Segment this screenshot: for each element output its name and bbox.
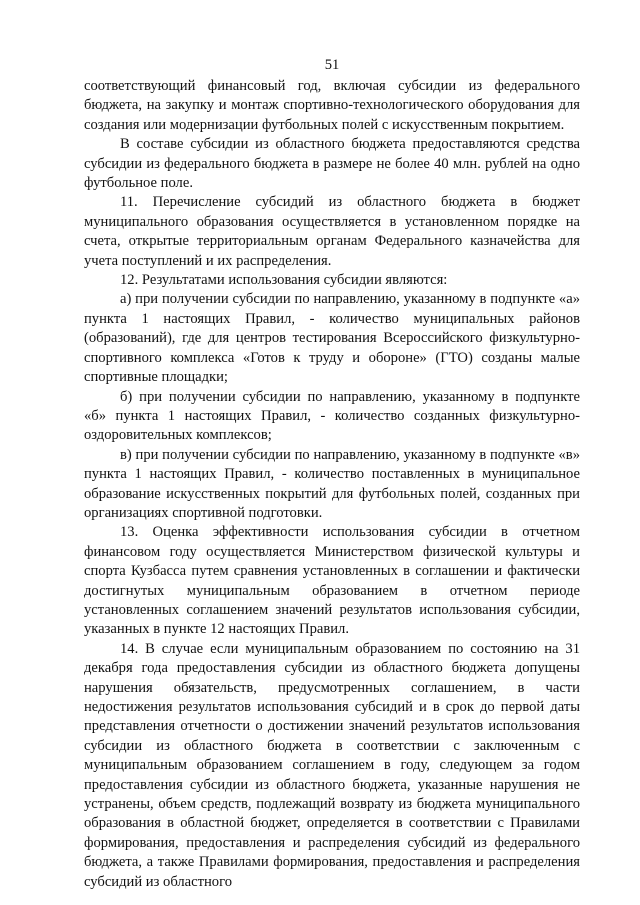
paragraph-12c: в) при получении субсидии по направлению, указанному в подпункте «в» пункта 1 настоящих Правил, - количество поставленных в муниципальное образование искусственных покрытий для футбольных полей, созданных при организациях спортивной подготовки. [84,446,580,521]
paragraph-13-evaluation: 13. Оценка эффективности использования субсидии в отчетном финансовом году осуществляется Министерством физической культуры и спорта Кузбасса путем сравнения установленных в соглашении и фактически достигнутых муниципальным образованием в отчетном периоде установленных соглашением значений результатов использования субсидии, указанных в пункте 12 настоящих Правил. [84,524,580,638]
paragraph-14-violations: 14. В случае если муниципальным образованием по состоянию на 31 декабря года предоставления субсидии из областного бюджета допущены нарушения обязательств, предусмотренных соглашением, в части недостижения результатов использования субсидий и в срок до первой даты представления отчетности о достижении значений результатов использования субсидии из областного бюджета в соответствии с заключенным с муниципальным образованием соглашением в году, следующем за годом предоставления субсидии из областного бюджета, указанные нарушения не устранены, объем средств, подлежащий возврату из бюджета муниципального образования в областной бюджет, определяется в соответствии с Правилами формирования, предоставления и распределения субсидий из федерального бюджета, а также Правилами формирования, предоставления и распределения субсидий из областного [84,640,580,890]
paragraph-continuation: соответствующий финансовый год, включая субсидии из федерального бюджета, на закупку и монтаж спортивно-технологического оборудования для создания или модернизации футбольных полей с искусственным покрытием. [84,78,580,133]
page-number: 51 [324,57,340,73]
paragraph-11-transfer: 11. Перечисление субсидий из областного бюджета в бюджет муниципального образования осуществляется в установленном порядке на счета, открытые территориальным органам Федерального казначейства для учета поступлений и их распределения. [84,194,580,269]
paragraph-12b: б) при получении субсидии по направлению, указанному в подпункте «б» пункта 1 настоящих Правил, - количество созданных физкультурно-оздоровительных комплексов; [84,388,580,444]
paragraph-12a: а) при получении субсидии по направлению, указанному в подпункте «а» пункта 1 настоящих Правил, - количество муниципальных районов (образований), где для центров тестирования Всероссийского физкультурно-спортивного комплекса «Готов к труду и обороне» (ГТО) созданы малые спортивные площадки; [84,291,580,386]
document-page [84,56,580,892]
paragraph-federal-funds: В составе субсидии из областного бюджета предоставляются средства субсидии из федерального бюджета в размере не более 40 млн. рублей на одно футбольное поле. [84,136,580,192]
paragraph-12-results: 12. Результатами использования субсидии являются: [120,272,448,289]
